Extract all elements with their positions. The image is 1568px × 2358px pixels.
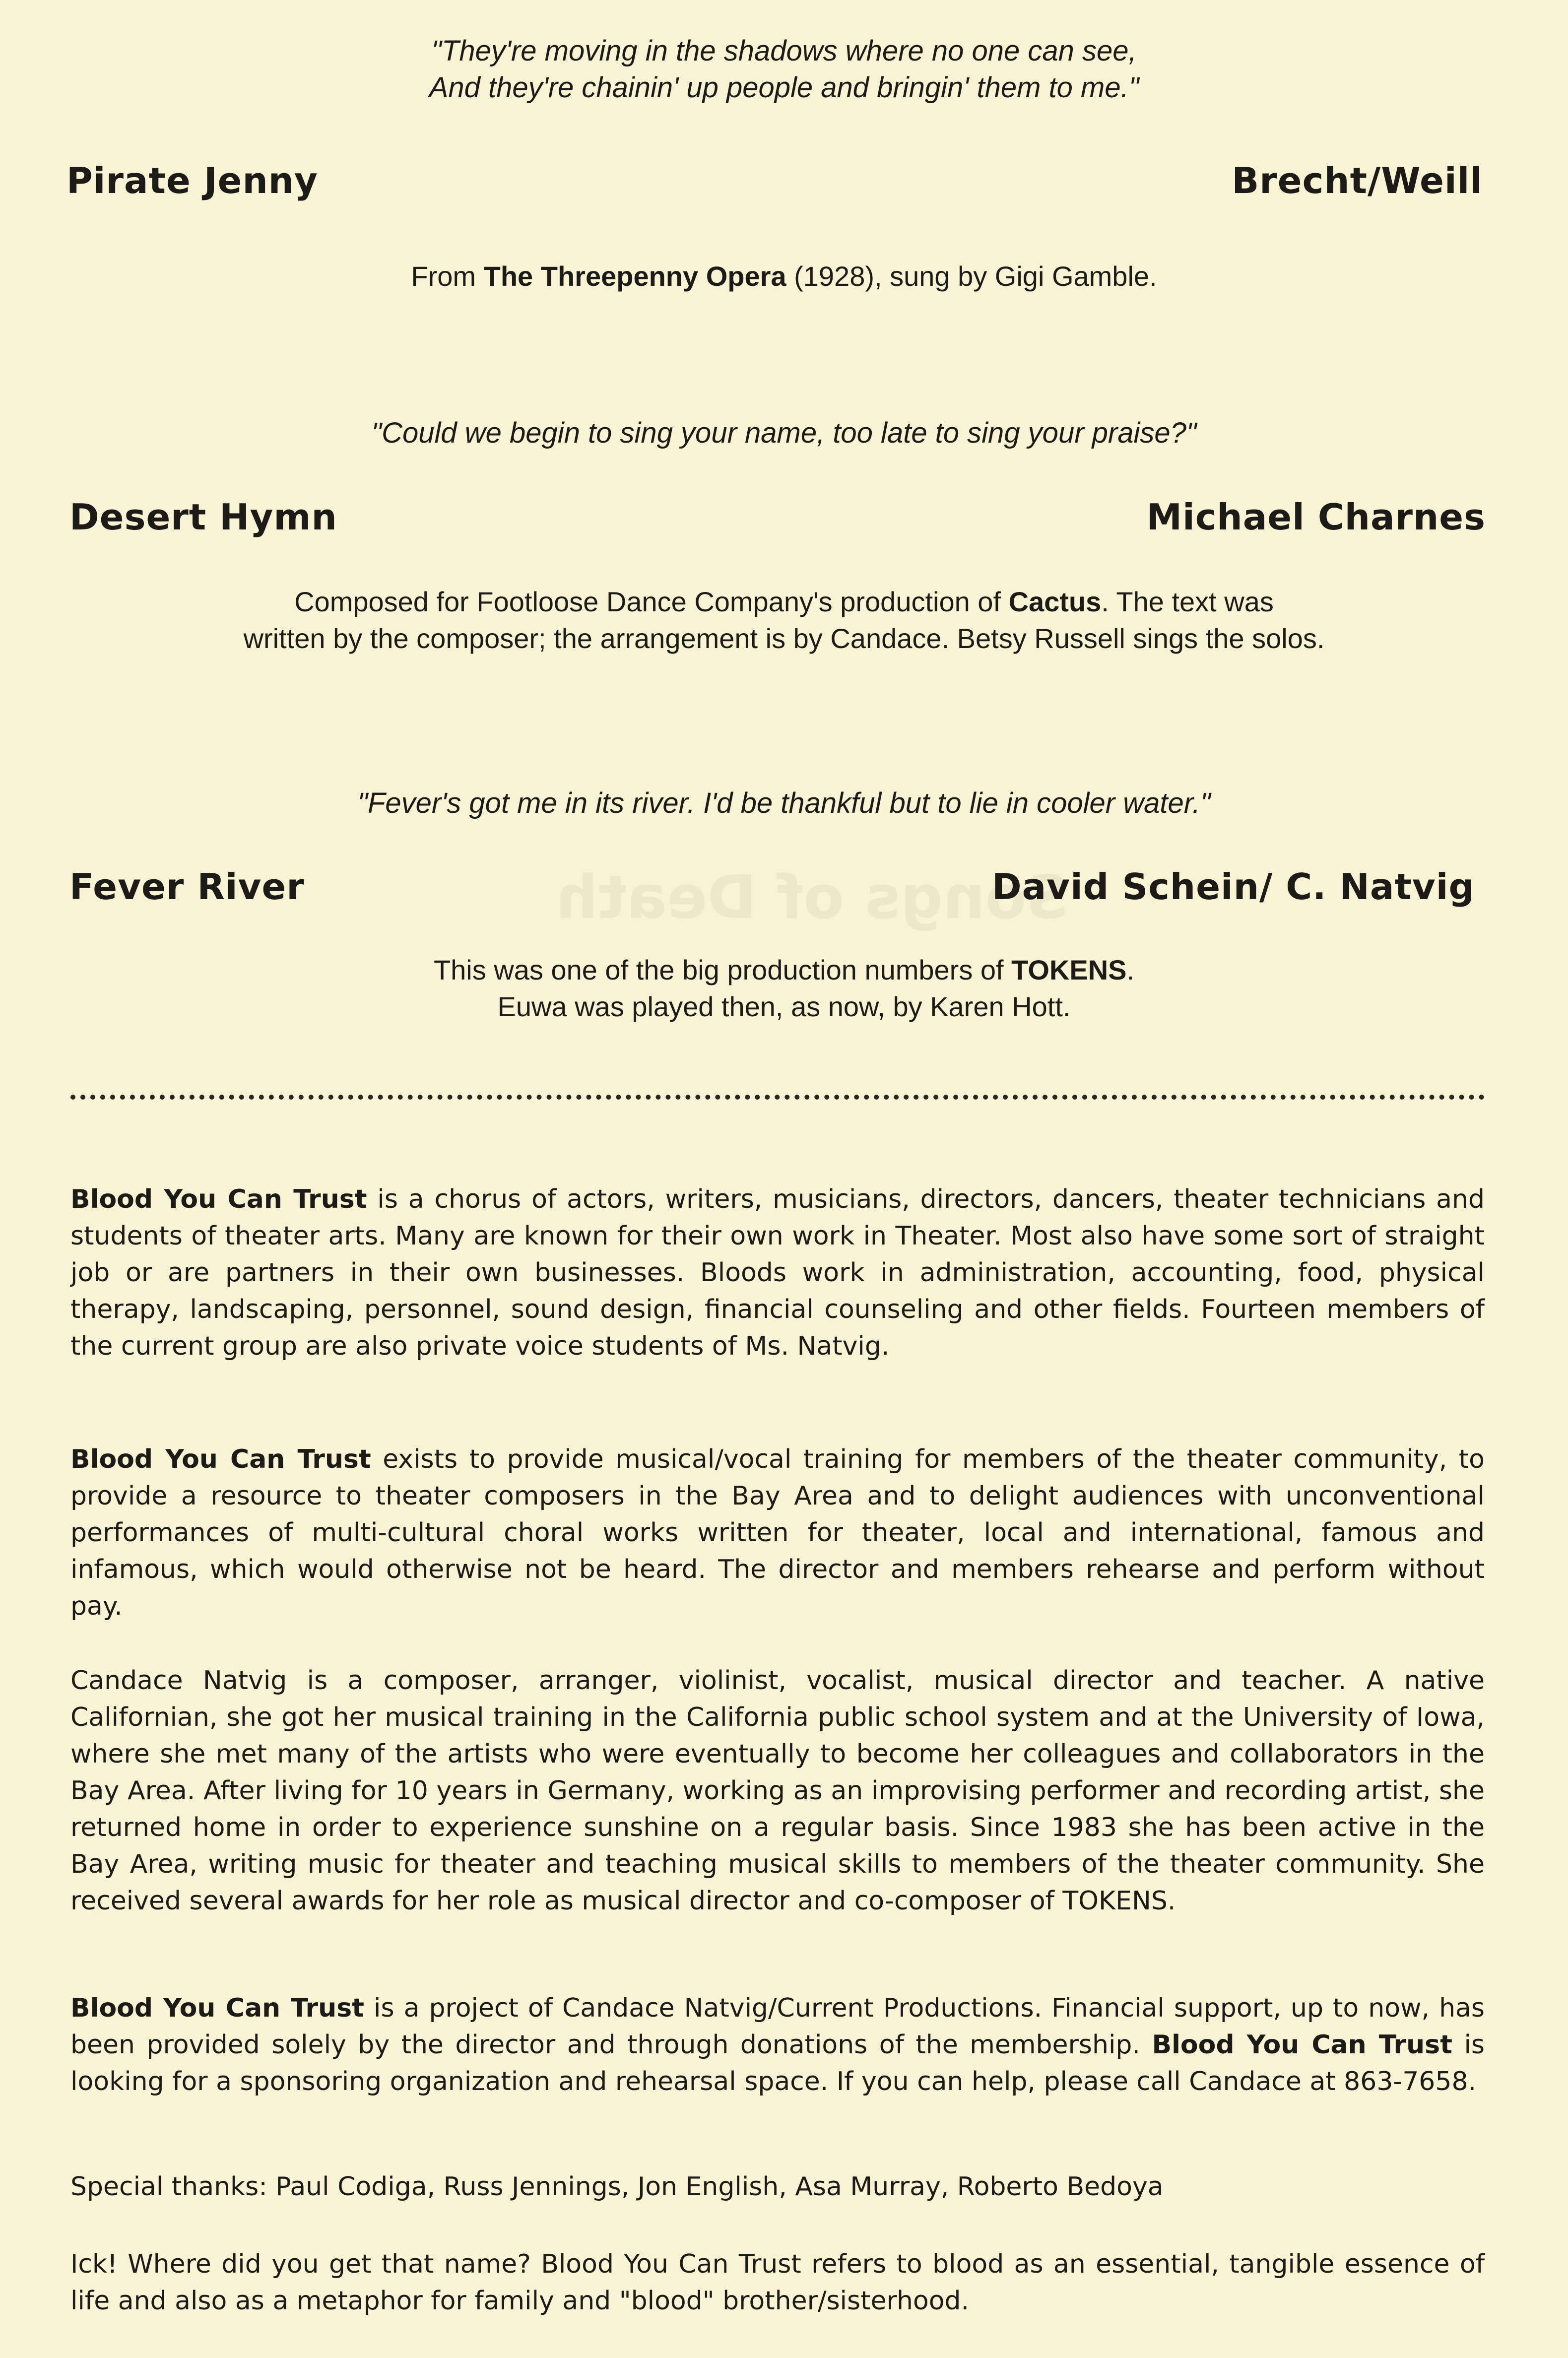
quote-line: And they're chainin' up people and bringin' them to me." <box>429 71 1139 104</box>
song-title-row <box>0 496 1568 541</box>
song-title-row <box>0 160 1568 204</box>
song-description <box>0 952 1568 1025</box>
desc-line: written by the composer; the arrangement is by Candace. Betsy Russell sings the solos. <box>243 623 1325 654</box>
name-explanation: Ick! Where did you get that name? Blood You Can Trust refers to blood as an essential, tangible essence of life and also as a metaphor for family and "blood" brother/sisterhood. <box>70 2249 1485 2316</box>
group-name: Blood You Can Trust <box>70 1993 365 2023</box>
show-title: TOKENS <box>1011 954 1127 985</box>
group-name: Blood You Can Trust <box>1152 2030 1452 2060</box>
group-name: Blood You Can Trust <box>70 1444 371 1474</box>
show-title: Cactus <box>1008 586 1102 617</box>
about-paragraph: Blood You Can Trust is a chorus of actors, writers, musicians, directors, dancers, theater technicians and students of theater arts. Many are known for their own work in Theater. Most also have some sort of straight job or are partners in their own businesses. Bloods work in administration, accounting, food, physical therapy, landscaping, personnel, sound design, financial counseling and other fields. Fourteen members of the current group are also private voice students of Ms. Natvig. <box>70 1184 1485 1361</box>
bleed-through: Songs of Death <box>556 863 1069 932</box>
mission-paragraph: Blood You Can Trust exists to provide musical/vocal training for members of the theater community, to provide a resource to theater composers in the Bay Area and to delight audiences with unconventional performances of multi-cultural choral works written for theater, local and international, famous and infamous, which would otherwise not be heard. The director and members rehearse and perform without pay. <box>70 1444 1485 1621</box>
song-quote <box>0 415 1568 452</box>
song-composer: Brecht/Weill <box>1232 160 1483 201</box>
show-title: The Threepenny Opera <box>483 261 786 292</box>
support-paragraph: Blood You Can Trust is a project of Candace Natvig/Current Productions. Financial support, up to now, has been provided solely by the director and through donations of the membership. Blood You Can Trust is looking for a sponsoring organization and rehearsal space. If you can help, please call Candace at 863-7658. <box>70 1993 1485 2096</box>
song-description <box>0 584 1568 657</box>
special-thanks: Special thanks: Paul Codiga, Russ Jennings, Jon English, Asa Murray, Roberto Bedoya <box>70 2172 1164 2202</box>
song-title: Pirate Jenny <box>66 160 318 201</box>
song-quote <box>0 785 1568 822</box>
song-title: Desert Hymn <box>69 496 337 538</box>
song-description: From The Threepenny Opera (1928), sung by Gigi Gamble. <box>411 261 1157 292</box>
desc-line: This was one of the big production numbers of TOKENS. <box>433 954 1135 985</box>
director-bio-paragraph: Candace Natvig is a composer, arranger, violinist, vocalist, musical director and teacher. A native Californian, she got her musical training in the California public school system and at the University of Iowa, where she met many of the artists who were eventually to become her colleagues and collaborators in the Bay Area. After living for 10 years in Germany, working as an improvising performer and recording artist, she returned home in order to experience sunshine on a regular basis. Since 1983 she has been active in the Bay Area, writing music for theater and teaching musical skills to members of the theater community. She received several awards for her role as musical director and co-composer of TOKENS. <box>70 1666 1485 1916</box>
song-composer: Michael Charnes <box>1146 496 1486 538</box>
quote-line: "Could we begin to sing your name, too late to sing your praise?" <box>371 417 1197 449</box>
song-quote <box>0 33 1568 106</box>
quote-line: "Fever's got me in its river. I'd be thankful but to lie in cooler water." <box>357 787 1211 819</box>
song-title-row <box>0 866 1568 911</box>
song-composer: David Schein/ C. Natvig <box>991 866 1475 908</box>
desc-line: Composed for Footloose Dance Company's production of Cactus. The text was <box>294 586 1274 617</box>
song-title: Fever River <box>69 866 305 908</box>
quote-line: "They're moving in the shadows where no one can see, <box>431 35 1137 67</box>
group-name: Blood You Can Trust <box>70 1184 367 1214</box>
desc-line: Euwa was played then, as now, by Karen Hott. <box>497 991 1071 1022</box>
dotted-divider <box>70 1085 1485 1100</box>
